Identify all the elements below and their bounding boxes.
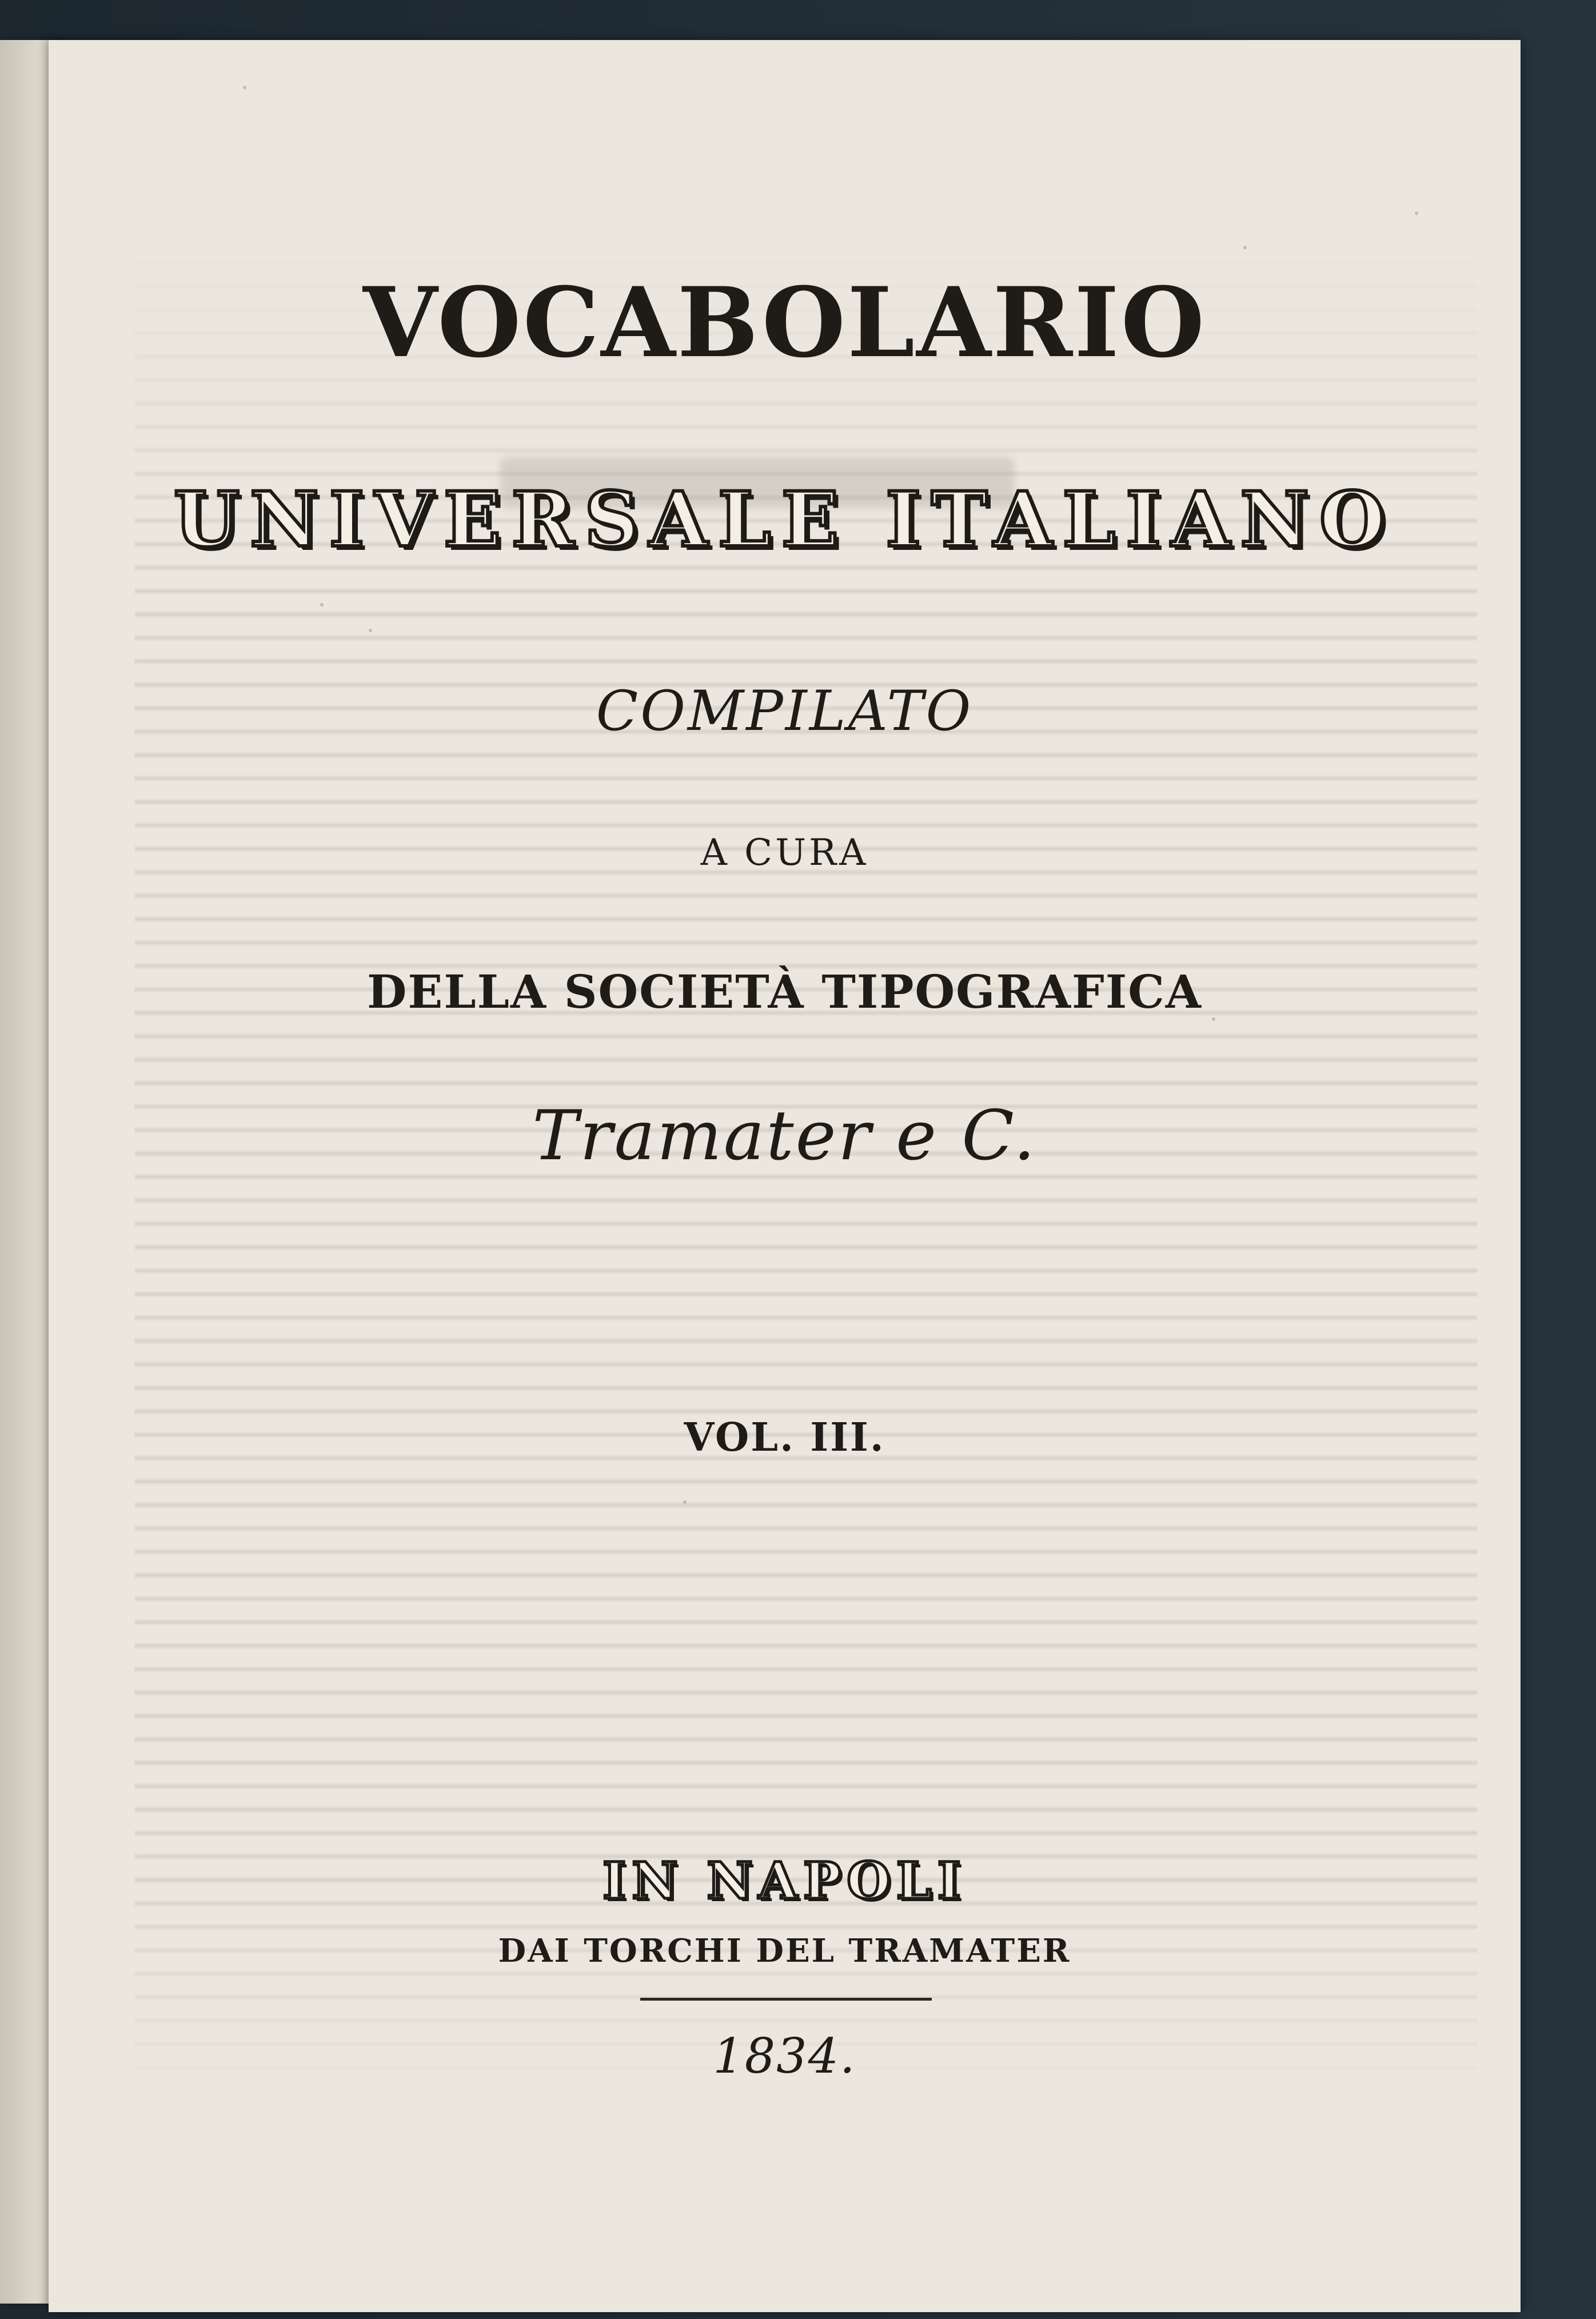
volume-number: VOL. III. — [684, 1415, 885, 1460]
paper-speck — [320, 603, 324, 606]
paper-speck — [1415, 211, 1418, 215]
press-name: DAI TORCHI DEL TRAMATER — [498, 1932, 1071, 1970]
publication-year: 1834. — [713, 2028, 856, 2084]
divider-rule — [640, 1998, 932, 2001]
paper-speck — [1243, 246, 1247, 249]
title-page — [49, 40, 1521, 2312]
paper-speck — [243, 86, 246, 89]
paper-speck — [369, 629, 372, 632]
book-title: VOCABOLARIO — [362, 266, 1207, 379]
compiled-label: COMPILATO — [596, 679, 973, 743]
publication-city: IN NAPOLI — [603, 1851, 967, 1910]
book-subtitle: UNIVERSALE ITALIANO — [173, 476, 1396, 564]
a-cura-label: A CURA — [700, 832, 869, 874]
publisher-name: Tramater e C. — [532, 1096, 1037, 1176]
publisher-society: DELLA SOCIETÀ TIPOGRAFICA — [366, 965, 1202, 1019]
paper-speck — [683, 1500, 687, 1504]
